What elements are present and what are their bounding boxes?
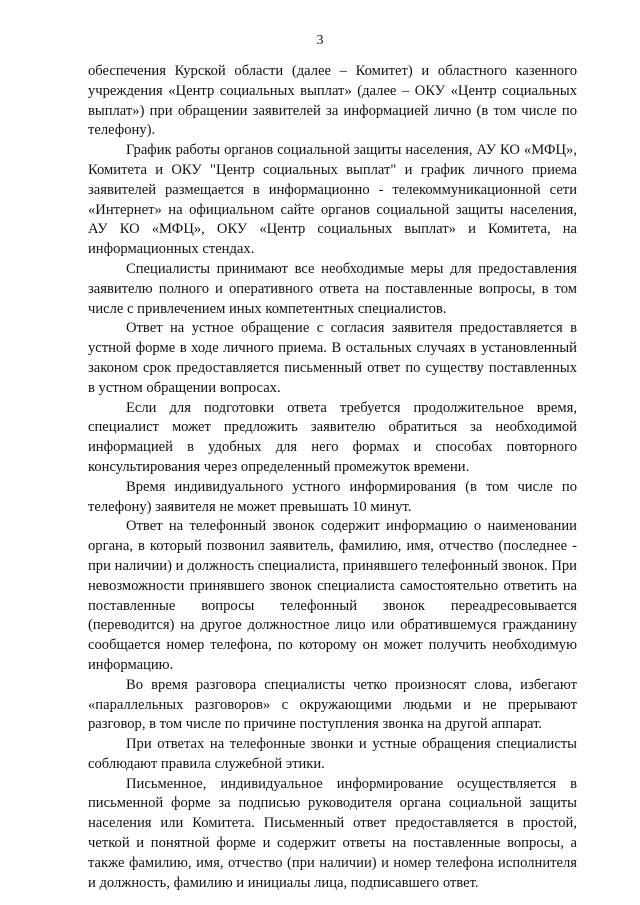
paragraph-written-info: Письменное, индивидуальное информирование осуществляется в письменной форме за подписью руководителя органа социальной защиты населения или Комитета. Письменный ответ предоставляется в простой, четкой и понятной форме и содержит ответы на поставленные вопросы, а также фамилию, имя, отчество (при наличии) и номер телефона исполнителя и должность, фамилию и инициалы лица, подписавшего ответ. bbox=[88, 775, 577, 891]
paragraph-conversation-rules: Во время разговора специалисты четко произносят слова, избегают «параллельных разговоров» с окружающими людьми и не прерывают разговор, в том числе по причине поступления звонка на другой аппарат. bbox=[88, 676, 577, 733]
paragraph-continuation: обеспечения Курской области (далее – Комитет) и областного казенного учреждения «Центр социальных выплат» (далее – ОКУ «Центр социальных выплат») при обращении заявителей за информацией лично (в том числе по телефону). bbox=[88, 63, 577, 139]
paragraph-work-schedule: График работы органов социальной защиты населения, АУ КО «МФЦ», Комитета и ОКУ "Центр социальных выплат" и график личного приема заявителей размещается в информационно - телекоммуникационной сети «Интернет» на официальном сайте органов социальной защиты населения, АУ КО «МФЦ», ОКУ «Центр социальных выплат» и Комитета, на информационных стендах. bbox=[88, 142, 577, 258]
paragraph-time-limit: Время индивидуального устного информирования (в том числе по телефону) заявителя не может превышать 10 минут. bbox=[88, 478, 577, 515]
paragraph-specialists-measures: Специалисты принимают все необходимые меры для предоставления заявителю полного и оперативного ответа на поставленные вопросы, в том числе с привлечением иных компетентных специалистов. bbox=[88, 260, 577, 317]
paragraph-phone-answer: Ответ на телефонный звонок содержит информацию о наименовании органа, в который позвонил заявитель, фамилию, имя, отчество (последнее - при наличии) и должность специалиста, принявшего телефонный звонок. При невозможности принявшего звонок специалиста самостоятельно ответить на поставленные вопросы телефонный звонок переадресовывается (переводится) на другое должностное лицо или обратившемуся гражданину сообщается номер телефона, по которому он может получить необходимую информацию. bbox=[88, 518, 577, 673]
paragraph-long-preparation: Если для подготовки ответа требуется продолжительное время, специалист может предложить заявителю обратиться за необходимой информацией в удобных для него формах и способах повторного консультирования через определенный промежуток времени. bbox=[88, 399, 577, 475]
paragraph-service-ethics: При ответах на телефонные звонки и устные обращения специалисты соблюдают правила служебной этики. bbox=[88, 736, 577, 772]
page-number: 3 bbox=[316, 33, 324, 48]
paragraph-oral-answer: Ответ на устное обращение с согласия заявителя предоставляется в устной форме в ходе личного приема. В остальных случаях в установленный законом срок предоставляется письменный ответ по существу поставленных в устном обращении вопросах. bbox=[88, 320, 577, 396]
document-body bbox=[88, 62, 577, 893]
